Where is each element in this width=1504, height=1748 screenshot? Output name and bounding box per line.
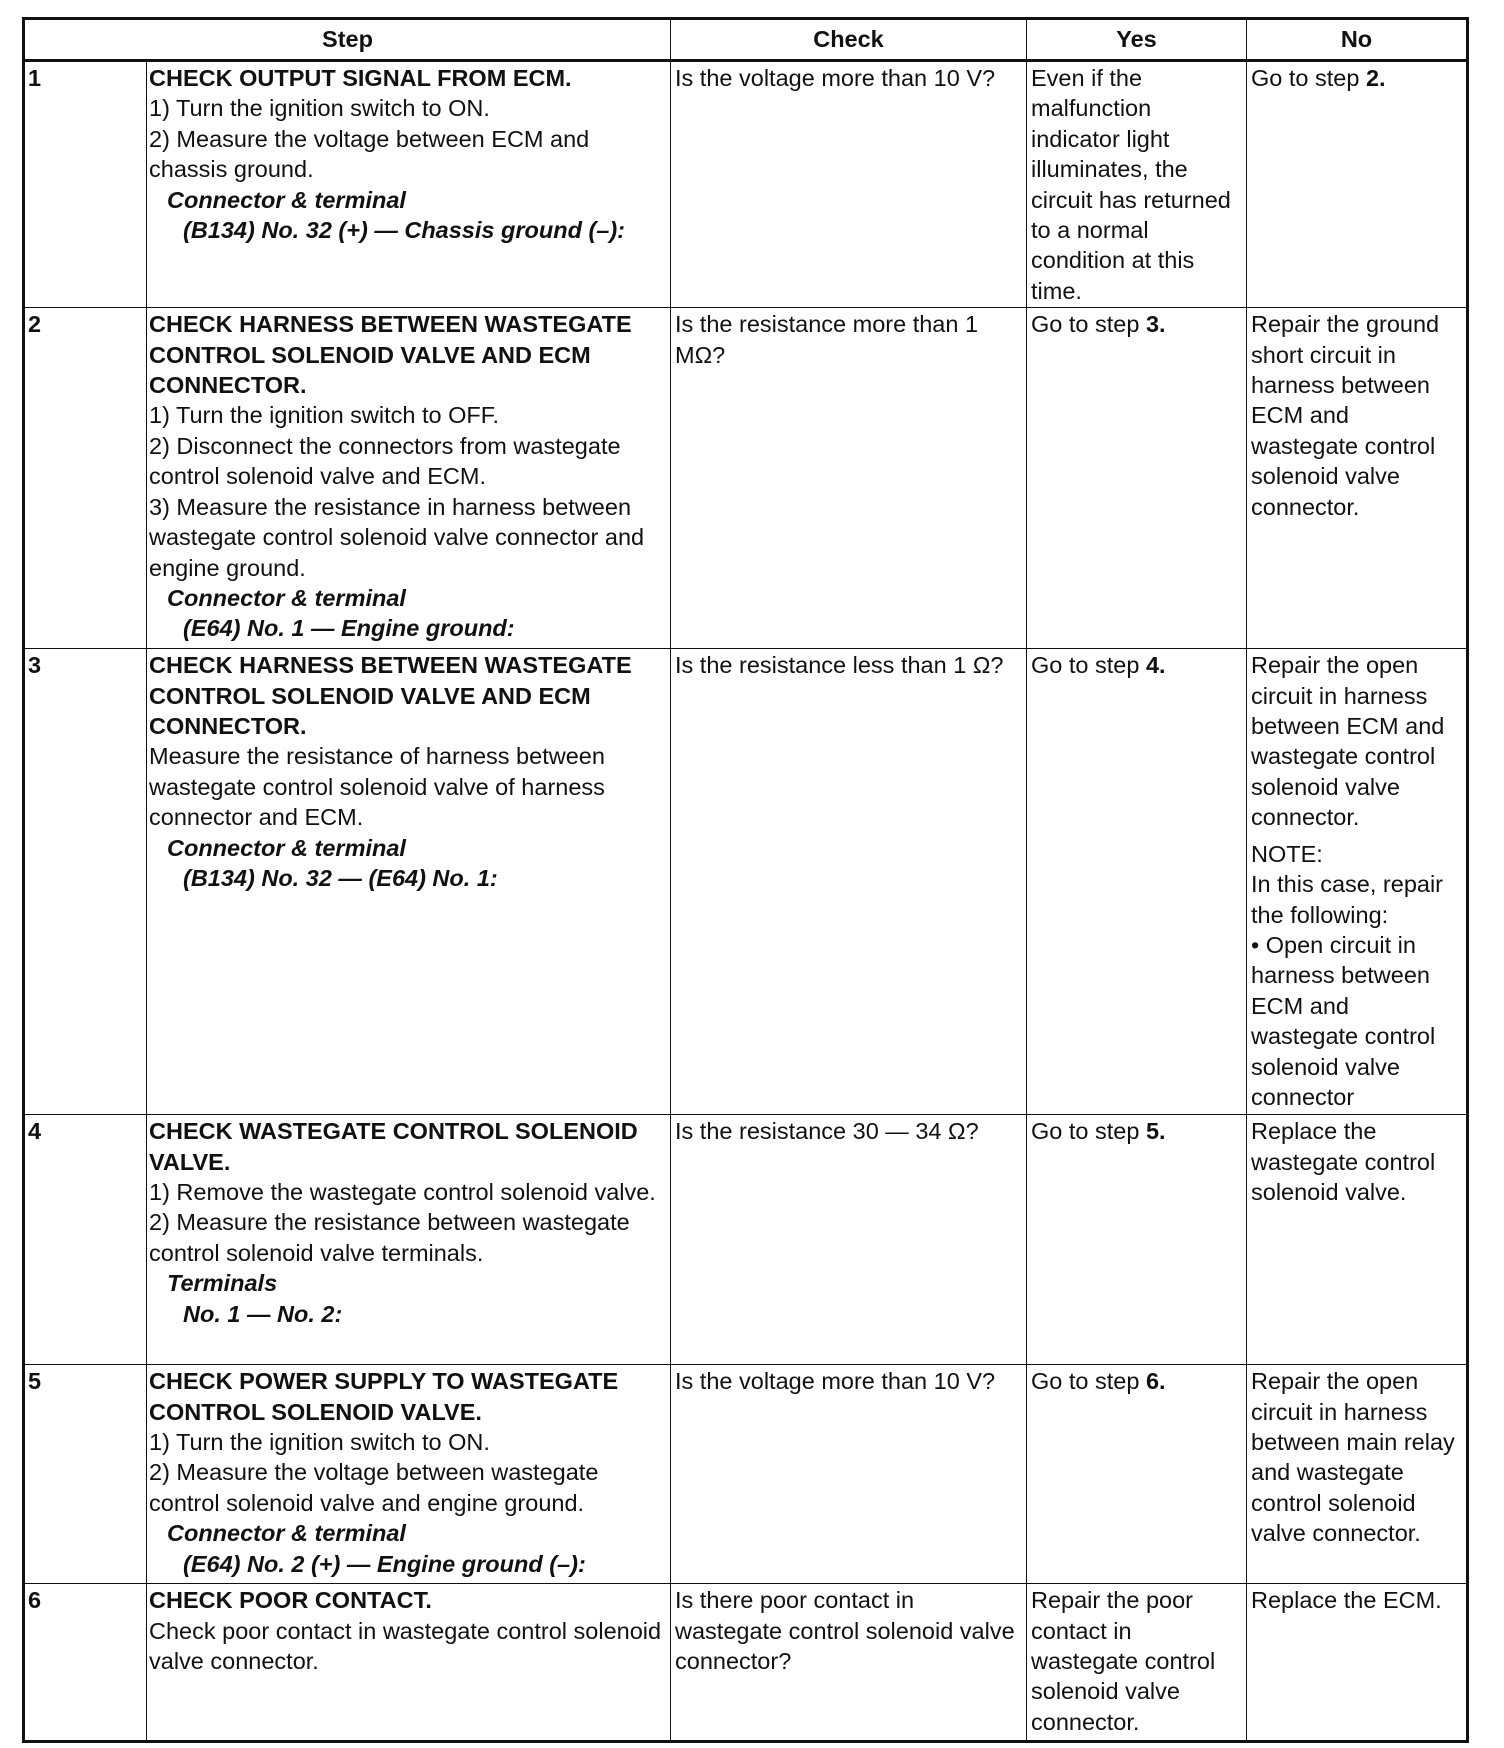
yes-cell: Repair the poor contact in wastegate control solenoid valve connector. — [1027, 1584, 1247, 1742]
header-row — [24, 19, 1468, 61]
step-instruction: 1) Turn the ignition switch to ON. — [149, 95, 490, 122]
step-instruction: 2) Measure the voltage between wastegate control solenoid valve and engine ground. — [149, 1459, 599, 1516]
step-number: 6 — [24, 1584, 147, 1742]
terminals-value: No. 1 — No. 2: — [183, 1300, 343, 1327]
step-description — [147, 1115, 671, 1365]
connector-value: (B134) No. 32 — (E64) No. 1: — [183, 865, 498, 892]
check-cell: Is the resistance more than 1 MΩ? — [671, 308, 1027, 649]
step-instruction: 1) Turn the ignition switch to ON. — [149, 1429, 490, 1456]
connector-label: Connector & terminal — [167, 834, 406, 861]
table-row — [24, 1365, 1468, 1584]
step-title: CHECK OUTPUT SIGNAL FROM ECM. — [149, 65, 572, 91]
step-instruction: 1) Remove the wastegate control solenoid valve. — [149, 1179, 656, 1206]
step-number: 2 — [24, 308, 147, 649]
check-cell: Is there poor contact in wastegate control solenoid valve connector? — [671, 1584, 1027, 1742]
yes-cell — [1027, 1115, 1247, 1365]
check-cell: Is the resistance less than 1 Ω? — [671, 649, 1027, 1115]
no-cell: Replace the ECM. — [1247, 1584, 1468, 1742]
header-check: Check — [671, 19, 1027, 61]
step-instruction: Measure the resistance of harness between wastegate control solenoid valve of harness connector and ECM. — [149, 743, 605, 831]
step-description — [147, 1365, 671, 1584]
next-step-ref: 2. — [1365, 65, 1386, 91]
step-title: CHECK HARNESS BETWEEN WASTEGATE CONTROL SOLENOID VALVE AND ECM CONNECTOR. — [149, 652, 632, 740]
connector-value: (E64) No. 1 — Engine ground: — [183, 615, 515, 642]
connector-label: Connector & terminal — [167, 584, 406, 611]
yes-text: Go to step — [1031, 1368, 1146, 1395]
next-step-ref: 3. — [1145, 311, 1166, 338]
no-text: Repair the open circuit in harness between ECM and wastegate control solenoid valve connector. — [1251, 652, 1445, 831]
table-row — [24, 308, 1468, 649]
step-description — [147, 649, 671, 1115]
no-cell: Repair the open circuit in harness between main relay and wastegate control solenoid valve connector. — [1247, 1365, 1468, 1584]
check-cell: Is the voltage more than 10 V? — [671, 1365, 1027, 1584]
step-instruction: Check poor contact in wastegate control solenoid valve connector. — [149, 1617, 662, 1675]
step-description — [147, 1584, 671, 1742]
yes-text: Go to step — [1031, 1118, 1146, 1145]
step-title: CHECK POOR CONTACT. — [149, 1587, 432, 1614]
yes-cell — [1027, 649, 1247, 1115]
terminals-label: Terminals — [167, 1270, 278, 1297]
note-text: In this case, repair the following: — [1251, 871, 1444, 928]
step-instruction: 2) Measure the voltage between ECM and chassis ground. — [149, 125, 590, 183]
connector-label: Connector & terminal — [167, 1520, 406, 1547]
no-cell: Replace the wastegate control solenoid valve. — [1247, 1115, 1468, 1365]
note-bullet: • Open circuit in harness between ECM and wastegate control solenoid valve connector — [1251, 931, 1436, 1110]
table-row — [24, 1584, 1468, 1742]
yes-text: Go to step — [1031, 311, 1146, 338]
check-cell: Is the voltage more than 10 V? — [671, 61, 1027, 308]
table-row — [24, 61, 1468, 308]
step-instruction: 2) Measure the resistance between wastegate control solenoid valve terminals. — [149, 1209, 630, 1266]
diagnostic-procedure-sheet — [22, 17, 1466, 1743]
yes-cell — [1027, 1365, 1247, 1584]
header-yes: Yes — [1027, 19, 1247, 61]
step-description — [147, 308, 671, 649]
no-cell — [1247, 61, 1468, 308]
step-instruction: 1) Turn the ignition switch to OFF. — [149, 402, 500, 429]
diagnostic-table — [22, 17, 1469, 1743]
step-number: 3 — [24, 649, 147, 1115]
connector-value: (B134) No. 32 (+) — Chassis ground (–): — [183, 217, 626, 244]
yes-text: Go to step — [1031, 652, 1146, 679]
header-step: Step — [24, 19, 671, 61]
table-row — [24, 1115, 1468, 1365]
note-label: NOTE: — [1251, 840, 1323, 867]
next-step-ref: 6. — [1145, 1368, 1166, 1395]
step-number: 5 — [24, 1365, 147, 1584]
no-text: Go to step — [1251, 65, 1366, 91]
next-step-ref: 4. — [1145, 652, 1166, 679]
table-row — [24, 649, 1468, 1115]
connector-label: Connector & terminal — [167, 186, 406, 213]
step-title: CHECK HARNESS BETWEEN WASTEGATE CONTROL SOLENOID VALVE AND ECM CONNECTOR. — [149, 311, 632, 399]
step-title: CHECK WASTEGATE CONTROL SOLENOID VALVE. — [149, 1118, 638, 1175]
no-cell: Repair the ground short circuit in harness between ECM and wastegate control solenoid valve connector. — [1247, 308, 1468, 649]
yes-cell: Even if the malfunction indicator light illuminates, the circuit has returned to a normal condition at this time. — [1027, 61, 1247, 308]
step-instruction: 2) Disconnect the connectors from wastegate control solenoid valve and ECM. — [149, 432, 621, 490]
no-cell — [1247, 649, 1468, 1115]
connector-value: (E64) No. 2 (+) — Engine ground (–): — [183, 1550, 586, 1577]
step-description — [147, 61, 671, 308]
header-no: No — [1247, 19, 1468, 61]
step-number: 1 — [24, 61, 147, 308]
step-instruction: 3) Measure the resistance in harness between wastegate control solenoid valve connector and engine ground. — [149, 493, 645, 581]
next-step-ref: 5. — [1145, 1118, 1166, 1145]
check-cell: Is the resistance 30 — 34 Ω? — [671, 1115, 1027, 1365]
yes-cell — [1027, 308, 1247, 649]
step-number: 4 — [24, 1115, 147, 1365]
step-title: CHECK POWER SUPPLY TO WASTEGATE CONTROL SOLENOID VALVE. — [149, 1368, 619, 1425]
